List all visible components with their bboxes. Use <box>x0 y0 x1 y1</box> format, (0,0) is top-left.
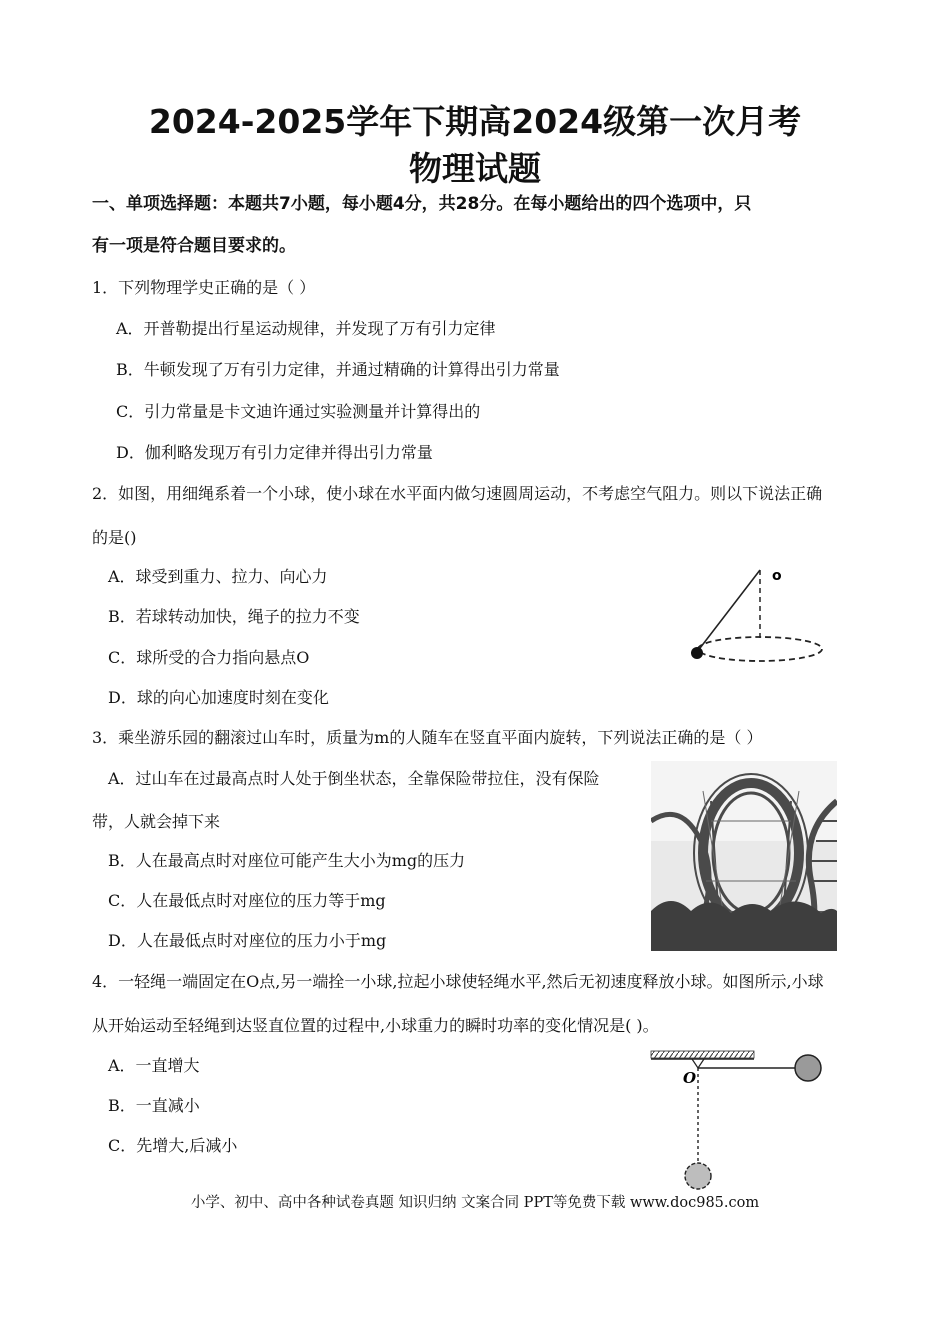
q3-option-a-line1: A．过山车在过最高点时人处于倒坐状态，全靠保险带拉住，没有保险 <box>108 769 600 788</box>
q2-option-d: D．球的向心加速度时刻在变化 <box>108 688 329 707</box>
pivot-label: o <box>772 568 782 584</box>
q2-stem-line1: 2．如图，用细绳系着一个小球，使小球在水平面内做匀速圆周运动，不考虑空气阻力。则以下说法正确 <box>92 484 823 503</box>
q4-option-a: A．一直增大 <box>108 1056 200 1075</box>
q3-option-d: D．人在最低点时对座位的压力小于mg <box>108 931 387 950</box>
section-heading-line1: 一、单项选择题：本题共7小题，每小题4分，共28分。在每小题给出的四个选项中，只 <box>92 194 752 214</box>
ball-initial-position <box>795 1055 821 1081</box>
pivot-mark <box>692 1059 704 1068</box>
pendulum-string <box>697 570 760 652</box>
page-title-line2: 物理试题 <box>409 149 541 188</box>
q2-stem-line2: 的是() <box>92 528 137 547</box>
q1-option-b: B．牛顿发现了万有引力定律，并通过精确的计算得出引力常量 <box>116 360 560 379</box>
point-o-label: O <box>683 1069 697 1087</box>
q4-stem-line1: 4．一轻绳一端固定在O点,另一端拴一小球,拉起小球使轻绳水平,然后无初速度释放小球。如图所示,小球 <box>92 972 824 991</box>
q4-option-c: C．先增大,后减小 <box>108 1136 238 1155</box>
conical-pendulum-figure <box>680 560 830 670</box>
q2-option-c: C．球所受的合力指向悬点O <box>108 648 310 667</box>
page-footer: 小学、初中、高中各种试卷真题 知识归纳 文案合同 PPT等免费下载 www.doc985.com <box>190 1195 760 1211</box>
q2-option-b: B．若球转动加快，绳子的拉力不变 <box>108 607 360 626</box>
q3-stem: 3．乘坐游乐园的翻滚过山车时，质量为m的人随车在竖直平面内旋转，下列说法正确的是（ ） <box>92 728 763 747</box>
q3-option-a-line2: 带，人就会掉下来 <box>92 812 221 831</box>
q3-option-c: C．人在最低点时对座位的压力等于mg <box>108 891 386 910</box>
section-heading-line2: 有一项是符合题目要求的。 <box>92 236 296 256</box>
roller-coaster-photo <box>651 761 837 951</box>
q1-option-d: D．伽利略发现万有引力定律并得出引力常量 <box>116 443 433 462</box>
q1-option-c: C．引力常量是卡文迪许通过实验测量并计算得出的 <box>116 402 481 421</box>
q4-stem-line2: 从开始运动至轻绳到达竖直位置的过程中,小球重力的瞬时功率的变化情况是( )。 <box>92 1016 659 1035</box>
ceiling-support <box>651 1051 754 1058</box>
circular-path <box>698 637 822 661</box>
released-pendulum-figure <box>648 1046 828 1192</box>
page-title-line1: 2024-2025学年下期高2024级第一次月考 <box>148 102 802 141</box>
q1-option-a: A．开普勒提出行星运动规律，并发现了万有引力定律 <box>116 319 496 338</box>
q2-option-a: A．球受到重力、拉力、向心力 <box>108 567 328 586</box>
q4-option-b: B．一直减小 <box>108 1096 200 1115</box>
q1-stem: 1．下列物理学史正确的是（ ） <box>92 278 316 297</box>
pendulum-ball <box>691 647 703 659</box>
q3-option-b: B．人在最高点时对座位可能产生大小为mg的压力 <box>108 851 466 870</box>
ball-final-position <box>685 1163 711 1189</box>
